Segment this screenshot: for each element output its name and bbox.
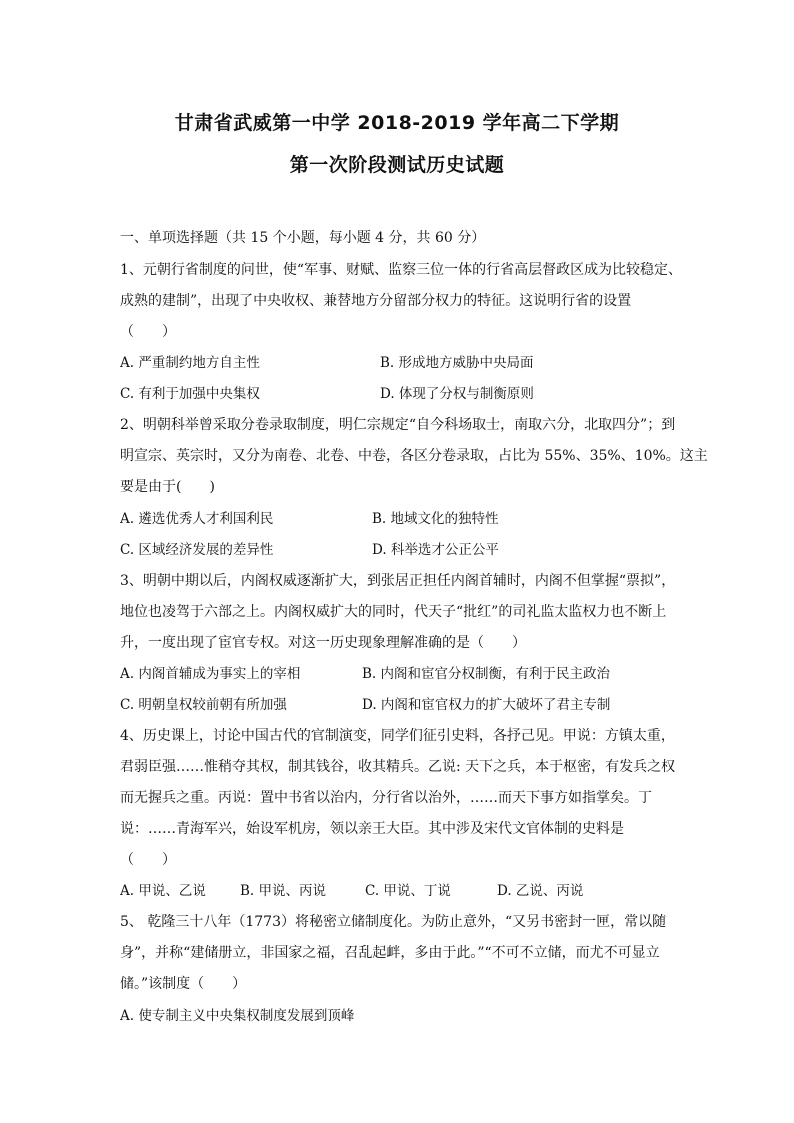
question-4-option-d[interactable]: D. 乙说、丙说 <box>497 883 584 899</box>
question-3-option-a[interactable]: A. 内阁首辅成为事实上的宰相 <box>120 666 301 682</box>
question-3-option-c[interactable]: C. 明朝皇权较前朝有所加强 <box>120 697 287 713</box>
question-3-option-b[interactable]: B. 内阁和宦官分权制衡，有利于民主政治 <box>362 666 611 682</box>
section-heading: 一、单项选择题（共 15 个小题，每小题 4 分，共 60 分） <box>120 230 486 246</box>
question-1-stem-line-2: 成熟的建制”，出现了中央收权、兼替地方分留部分权力的特征。这说明行省的设置 <box>120 293 632 309</box>
question-5-stem-line-1: 5、 乾隆三十八年（1773）将秘密立储制度化。为防止意外，“又另书密封一匣，常以随 <box>120 914 667 930</box>
question-2-stem-line-2: 明宣宗、英宗时，又分为南卷、北卷、中卷，各区分卷录取，占比为 55%、35%、10%。这主 <box>120 448 708 464</box>
question-3-stem-line-2: 地位也凌驾于六部之上。内阁权威扩大的同时，代天子“批红”的司礼监太监权力也不断上 <box>120 604 667 620</box>
question-5-option-a[interactable]: A. 使专制主义中央集权制度发展到顶峰 <box>120 1008 355 1024</box>
question-2-stem-line-1: 2、明朝科举曾采取分卷录取制度，明仁宗规定“自今科场取士，南取六分，北取四分”；到 <box>120 417 676 433</box>
question-1-option-c[interactable]: C. 有利于加强中央集权 <box>120 386 260 402</box>
question-4-answer-blank: （ ） <box>120 852 176 868</box>
exam-title-line1: 甘肃省武威第一中学 2018-2019 学年高二下学期 <box>174 112 620 134</box>
question-4-option-b[interactable]: B. 甲说、丙说 <box>240 883 327 899</box>
question-4-option-c[interactable]: C. 甲说、丁说 <box>365 883 451 899</box>
question-2-option-a[interactable]: A. 遴选优秀人才利国利民 <box>120 511 274 527</box>
question-2-stem-line-3: 要是由于( ) <box>120 479 215 495</box>
question-2-option-b[interactable]: B. 地域文化的独特性 <box>372 511 499 527</box>
question-4-stem-line-2: 君弱臣强……惟稍夺其权，制其钱谷，收其精兵。乙说: 天下之兵，本于枢密，有发兵之权 <box>120 759 676 775</box>
question-1-option-a[interactable]: A. 严重制约地方自主性 <box>120 355 260 371</box>
question-2-option-d[interactable]: D. 科举选才公正公平 <box>372 542 499 558</box>
question-1-option-b[interactable]: B. 形成地方威胁中央局面 <box>380 355 534 371</box>
question-4-stem-line-4: 说：……青海军兴，始设军机房，领以亲王大臣。其中涉及宋代文官体制的史料是 <box>120 821 624 837</box>
question-2-option-c[interactable]: C. 区域经济发展的差异性 <box>120 542 274 558</box>
exam-title-line2: 第一次阶段测试历史试题 <box>289 154 505 176</box>
question-3-option-d[interactable]: D. 内阁和宦官权力的扩大破坏了君主专制 <box>362 697 611 713</box>
question-4-option-a[interactable]: A. 甲说、乙说 <box>120 883 206 899</box>
question-5-stem-line-2: 身”，并称“建储册立，非国家之福，召乱起衅，多由于此。”“不可不立储，而尤不可显立 <box>120 945 660 961</box>
question-5-stem-line-3: 储。”该制度（ ） <box>120 976 247 992</box>
question-1-stem-line-1: 1、元朝行省制度的问世，使“军事、财赋、监察三位一体的行省高层督政区成为比较稳定、 <box>120 262 683 278</box>
question-1-option-d[interactable]: D. 体现了分权与制衡原则 <box>380 386 534 402</box>
question-3-stem-line-1: 3、明朝中期以后，内阁权威逐渐扩大，到张居正担任内阁首辅时，内阁不但掌握“票拟”， <box>120 573 676 589</box>
question-4-stem-line-1: 4、历史课上，讨论中国古代的官制演变，同学们征引史料，各抒己见。甲说：方镇太重， <box>120 728 675 744</box>
question-1-answer-blank: （ ） <box>120 324 176 340</box>
question-4-stem-line-3: 而无握兵之重。丙说：置中书省以治内，分行省以治外，……而天下事方如指掌矣。丁 <box>120 790 652 806</box>
question-3-stem-line-3: 升，一度出现了宦官专权。对这一历史现象理解准确的是（ ） <box>120 635 526 651</box>
